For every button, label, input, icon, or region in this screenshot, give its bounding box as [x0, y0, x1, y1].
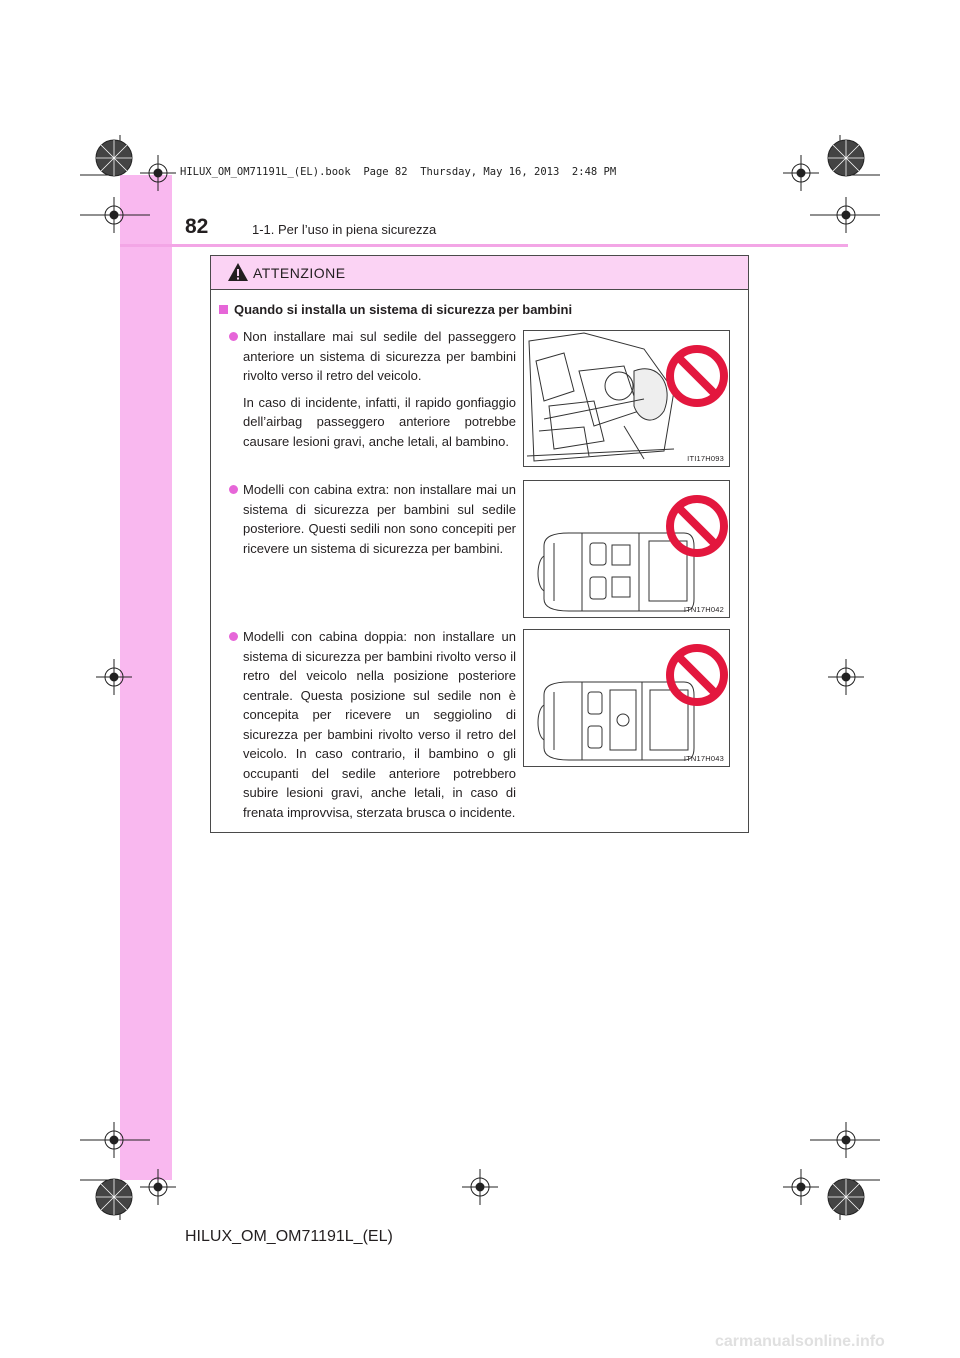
square-bullet-icon — [219, 305, 228, 314]
warning-item-double-cab — [229, 627, 516, 829]
car-interior-illustration — [524, 331, 730, 467]
item-paragraph: Modelli con cabina doppia: non installare un sistema di sicurezza per bambini rivolto verso il retro del veicolo nella posizione posteriore centrale. Questa posizione sul sedile non è concepita per ricevere un seggiolino di sicurezza per bambini rivolto verso il retro del veicolo. In caso contrario, il bambino o gli occupanti del sedile anteriore potrebbero subire lesioni gravi, anche letali, in caso di frenata improvvisa, sterzata brusca o incidente. — [243, 629, 516, 820]
warning-item-front-seat — [229, 327, 516, 458]
footer-code: HILUX_OM_OM71191L_(EL) — [185, 1228, 393, 1245]
round-bullet-icon — [229, 632, 238, 641]
double-cab-top-view-illustration — [524, 630, 730, 767]
book-file-info: HILUX_OM_OM71191L_(EL).book Page 82 Thursday, May 16, 2013 2:48 PM — [180, 166, 617, 178]
section-title: 1-1. Per l’uso in piena sicurezza — [252, 222, 437, 237]
warning-box — [210, 255, 749, 833]
warning-subheading — [219, 302, 572, 317]
warning-triangle-icon — [227, 262, 249, 282]
extra-cab-top-view-illustration — [524, 481, 730, 618]
item-paragraph: Modelli con cabina extra: non installare mai un sistema di sicurezza per bambini sul sedile posteriore. Questi sedili non sono concepiti per ricevere un sistema di sicurezza per bambini. — [243, 482, 516, 556]
warning-title: ATTENZIONE — [253, 265, 346, 281]
figure-code: ITI17H093 — [687, 454, 724, 463]
figure-double-cab — [523, 629, 730, 767]
round-bullet-icon — [229, 332, 238, 341]
prohibition-icon — [670, 499, 724, 553]
item-paragraph: Non installare mai sul sedile del passeggero anteriore un sistema di sicurezza per bambini rivolto verso il retro del veicolo. — [243, 329, 516, 383]
prohibition-icon — [670, 349, 724, 403]
round-bullet-icon — [229, 485, 238, 494]
figure-code: ITN17H043 — [683, 754, 724, 763]
warning-header — [211, 256, 748, 290]
figure-front-seat-airbag — [523, 330, 730, 467]
figure-code: ITN17H042 — [683, 605, 724, 614]
warning-item-extra-cab — [229, 480, 516, 565]
watermark: carmanualsonline.info — [715, 1333, 885, 1350]
warning-subheading-text: Quando si installa un sistema di sicurezza per bambini — [234, 302, 573, 317]
figure-extra-cab — [523, 480, 730, 618]
item-paragraph: In caso di incidente, infatti, il rapido gonfiaggio dell’airbag passeggero anteriore potrebbe causare lesioni gravi, anche letali, al bambino. — [243, 394, 516, 449]
page-number: 82 — [185, 215, 209, 238]
prohibition-icon — [670, 648, 724, 702]
